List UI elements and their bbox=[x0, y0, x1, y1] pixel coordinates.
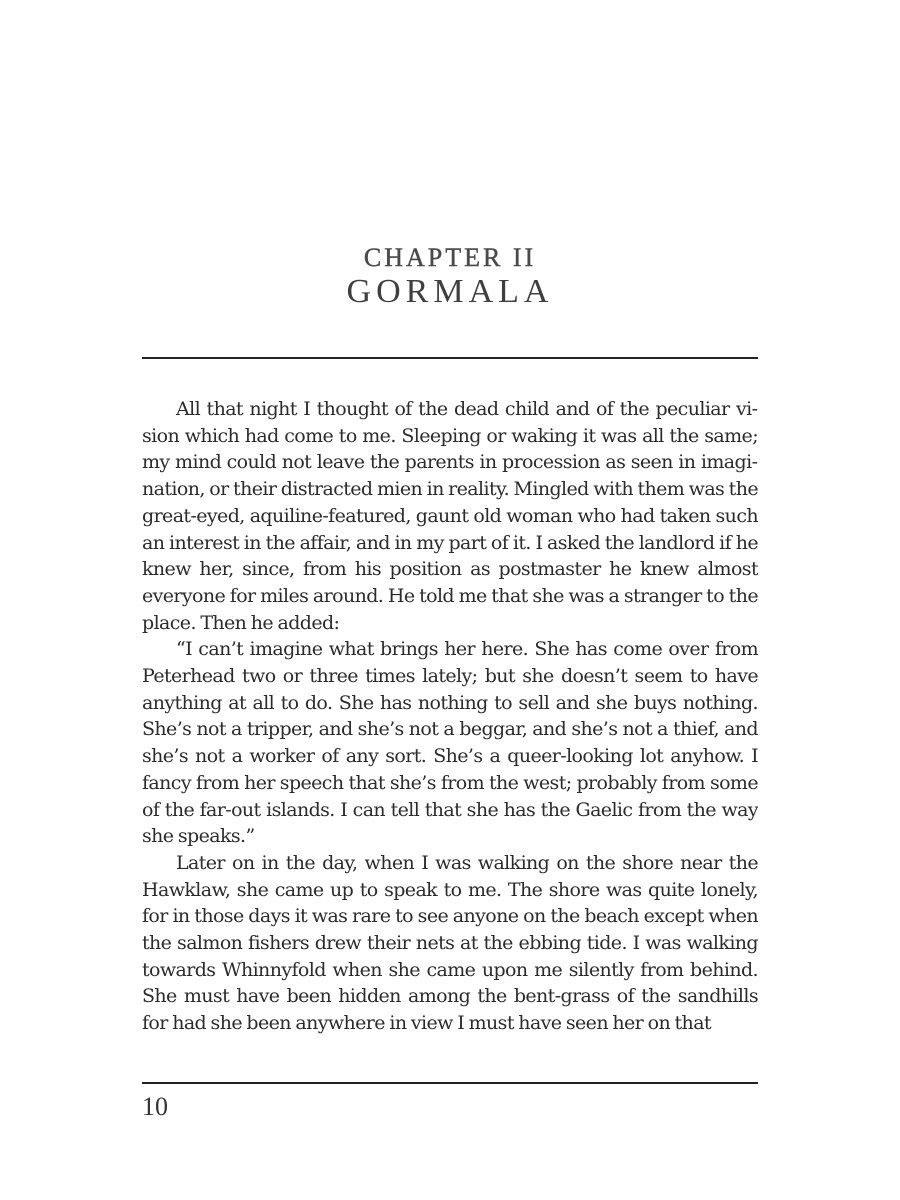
chapter-title: GORMALA bbox=[346, 273, 554, 310]
paragraph: Later on in the day, when I was walking on the shore near the Hawklaw, she came up to speak to me. The shore was quite lonely, for in those days it was rare to see anyone on the beach except when the salmon fishers drew their nets at the ebbing tide. I was walking towards Whinnyfold when she came upon me silently from behind. She must have been hidden among the bent-grass of the sandhills for had she been anywhere in view I must have seen her on that bbox=[142, 851, 758, 1035]
top-rule bbox=[142, 357, 758, 359]
page-number: 10 bbox=[142, 1092, 168, 1121]
chapter-number: CHAPTER II bbox=[363, 243, 537, 272]
bottom-rule bbox=[142, 1082, 758, 1084]
paragraph: “I can’t imagine what brings her here. She has come over from Peterhead two or three times lately; but she doesn’t seem to have anything at all to do. She has nothing to sell and she buys nothing. She’s not a tripper, and she’s not a beggar, and she’s not a thief, and she’s not a worker of any sort. She’s a queer-looking lot anyhow. I fancy from her speech that she’s from the west; probably from some of the far-out islands. I can tell that she has the Gaelic from the way she speaks.” bbox=[142, 638, 758, 848]
body-text bbox=[142, 396, 758, 1048]
paragraph: All that night I thought of the dead child and of the peculiar vision which had come to me. Sleeping or waking it was all the same; my mind could not leave the parents in procession as seen in imagination, or their distracted mien in reality. Mingled with them was the great-eyed, aquiline-featured, gaunt old woman who had taken such an interest in the affair, and in my part of it. I asked the landlord if he knew her, since, from his position as postmaster he knew almost everyone for miles around. He told me that she was a stranger to the place. Then he added: bbox=[142, 398, 758, 634]
